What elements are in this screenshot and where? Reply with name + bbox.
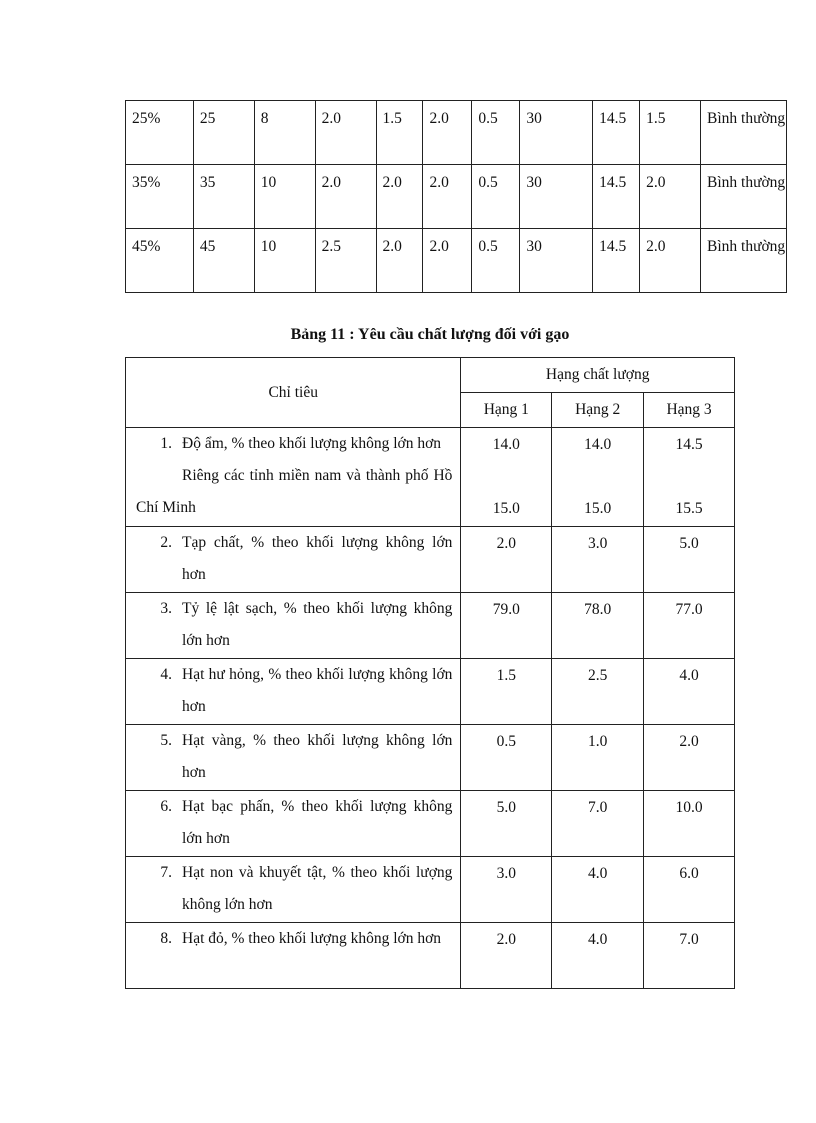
table-cell: 2.0 [423, 229, 472, 293]
value-text: 5.0 [496, 799, 517, 816]
table-cell: 30 [520, 229, 593, 293]
table-cell: 2.5 [315, 229, 376, 293]
spacer [645, 461, 733, 493]
grade-3-value [644, 725, 735, 791]
grade-1-value [461, 659, 552, 725]
criteria-cell [126, 527, 461, 593]
table-cell: 0.5 [472, 165, 520, 229]
criteria-text: Hạt bạc phấn, % theo khối lượng không lớn hơn [182, 798, 453, 847]
header-quality-grade: Hạng chất lượng [461, 358, 735, 393]
grade-3-value [644, 428, 735, 527]
table-row [126, 527, 735, 593]
table-row [126, 659, 735, 725]
value-text: 4.0 [588, 931, 608, 948]
criteria-number: 8. [160, 930, 172, 947]
table-cell: 30 [520, 165, 593, 229]
grade-1-value [461, 593, 552, 659]
value-text: 2.5 [588, 667, 608, 684]
table-cell: 8 [254, 101, 315, 165]
header-grade-1: Hạng 1 [461, 393, 552, 428]
value-text: 79.0 [492, 601, 520, 618]
table-cell: 30 [520, 101, 593, 165]
value-text: 2.0 [679, 733, 699, 750]
table-cell: Bình thường [701, 165, 787, 229]
grade-3-value [644, 659, 735, 725]
criteria-text: Hạt đỏ, % theo khối lượng không lớn hơn [182, 930, 442, 947]
value-text: 4.0 [588, 865, 608, 882]
table-cell: 35% [126, 165, 194, 229]
table-row [126, 165, 787, 229]
table-cell: 35 [193, 165, 254, 229]
criteria-number: 4. [160, 666, 172, 683]
criteria-subtext: Riêng các tỉnh miền nam và thành phố Hồ Chí Minh [136, 467, 453, 516]
table-row [126, 593, 735, 659]
criteria-cell [126, 725, 461, 791]
grade-3-value [644, 923, 735, 989]
grade-2-value [552, 791, 644, 857]
grade-2-value [552, 428, 644, 527]
grade-1-value [461, 923, 552, 989]
grade-3-value [644, 857, 735, 923]
table-row [126, 857, 735, 923]
table-cell: 2.0 [640, 229, 701, 293]
header-grade-2: Hạng 2 [552, 393, 644, 428]
sub-value-text: 15.0 [492, 500, 520, 517]
table-cell: 25% [126, 101, 194, 165]
grade-2-value [552, 527, 644, 593]
table-cell: 2.0 [315, 165, 376, 229]
criteria-cell [126, 659, 461, 725]
value-text: 1.5 [496, 667, 517, 684]
grade-3-value [644, 791, 735, 857]
grade-2-value [552, 923, 644, 989]
criteria-cell [126, 593, 461, 659]
criteria-text: Độ ẩm, % theo khối lượng không lớn hơn [182, 435, 442, 452]
value-text: 7.0 [679, 931, 699, 948]
value-text: 4.0 [679, 667, 699, 684]
grade-2-value [552, 725, 644, 791]
table-cell: 10 [254, 165, 315, 229]
table-cell: Bình thường [701, 229, 787, 293]
sub-value-text: 15.0 [584, 500, 612, 517]
table-cell: 45% [126, 229, 194, 293]
value-text: 6.0 [679, 865, 699, 882]
grade-1-value [461, 791, 552, 857]
header-criteria: Chỉ tiêu [126, 358, 461, 428]
grade-2-value [552, 659, 644, 725]
table-cell: 2.0 [376, 165, 423, 229]
criteria-number: 3. [160, 600, 172, 617]
criteria-cell [126, 857, 461, 923]
value-text: 78.0 [584, 601, 612, 618]
value-text: 77.0 [675, 601, 703, 618]
table-cell: 25 [193, 101, 254, 165]
table-cell: 14.5 [593, 229, 640, 293]
value-text: 10.0 [675, 799, 703, 816]
spacer [553, 461, 642, 493]
value-text: 14.0 [584, 436, 612, 453]
criteria-text: Hạt vàng, % theo khối lượng không lớn hơn [182, 732, 453, 781]
value-text: 7.0 [588, 799, 608, 816]
criteria-number: 6. [160, 798, 172, 815]
value-text: 1.0 [588, 733, 608, 750]
value-text: 2.0 [496, 535, 517, 552]
criteria-text: Tỷ lệ lật sạch, % theo khối lượng không lớn hơn [182, 600, 453, 649]
criteria-cell [126, 791, 461, 857]
table-cell: 2.0 [423, 165, 472, 229]
table-cell: 14.5 [593, 101, 640, 165]
value-text: 5.0 [679, 535, 699, 552]
grade-3-value [644, 527, 735, 593]
table-cell: 1.5 [640, 101, 701, 165]
grade-1-value [461, 428, 552, 527]
value-text: 0.5 [496, 733, 517, 750]
table-cell: 45 [193, 229, 254, 293]
sub-value-text: 15.5 [675, 500, 703, 517]
table-row [126, 101, 787, 165]
table-cell: 2.0 [315, 101, 376, 165]
table-cell: 10 [254, 229, 315, 293]
table-cell: 2.0 [376, 229, 423, 293]
value-text: 14.5 [675, 436, 703, 453]
value-text: 14.0 [492, 436, 520, 453]
top-table [125, 100, 787, 293]
criteria-number: 2. [160, 534, 172, 551]
table-row [126, 428, 735, 527]
criteria-text: Hạt non và khuyết tật, % theo khối lượng không lớn hơn [182, 864, 453, 913]
table-cell: 0.5 [472, 101, 520, 165]
grade-3-value [644, 593, 735, 659]
table-row [126, 229, 787, 293]
criteria-cell [126, 923, 461, 989]
criteria-number: 7. [160, 864, 172, 881]
table-cell: Bình thường [701, 101, 787, 165]
table-row [126, 791, 735, 857]
table-cell: 2.0 [423, 101, 472, 165]
table-cell: 14.5 [593, 165, 640, 229]
table-cell: 2.0 [640, 165, 701, 229]
spacer [462, 461, 550, 493]
table-cell: 1.5 [376, 101, 423, 165]
header-grade-3: Hạng 3 [644, 393, 735, 428]
table-row [126, 725, 735, 791]
criteria-text: Tạp chất, % theo khối lượng không lớn hơn [182, 534, 453, 583]
quality-table [125, 357, 735, 989]
table-row [126, 923, 735, 989]
grade-1-value [461, 527, 552, 593]
criteria-cell [126, 428, 461, 527]
criteria-number: 5. [160, 732, 172, 749]
table-caption: Bảng 11 : Yêu cầu chất lượng đối với gạo [290, 326, 570, 343]
value-text: 2.0 [496, 931, 517, 948]
criteria-number: 1. [160, 435, 172, 452]
grade-2-value [552, 593, 644, 659]
criteria-text: Hạt hư hỏng, % theo khối lượng không lớn hơn [182, 666, 453, 715]
value-text: 3.0 [588, 535, 608, 552]
grade-2-value [552, 857, 644, 923]
table-cell: 0.5 [472, 229, 520, 293]
grade-1-value [461, 857, 552, 923]
value-text: 3.0 [496, 865, 517, 882]
grade-1-value [461, 725, 552, 791]
